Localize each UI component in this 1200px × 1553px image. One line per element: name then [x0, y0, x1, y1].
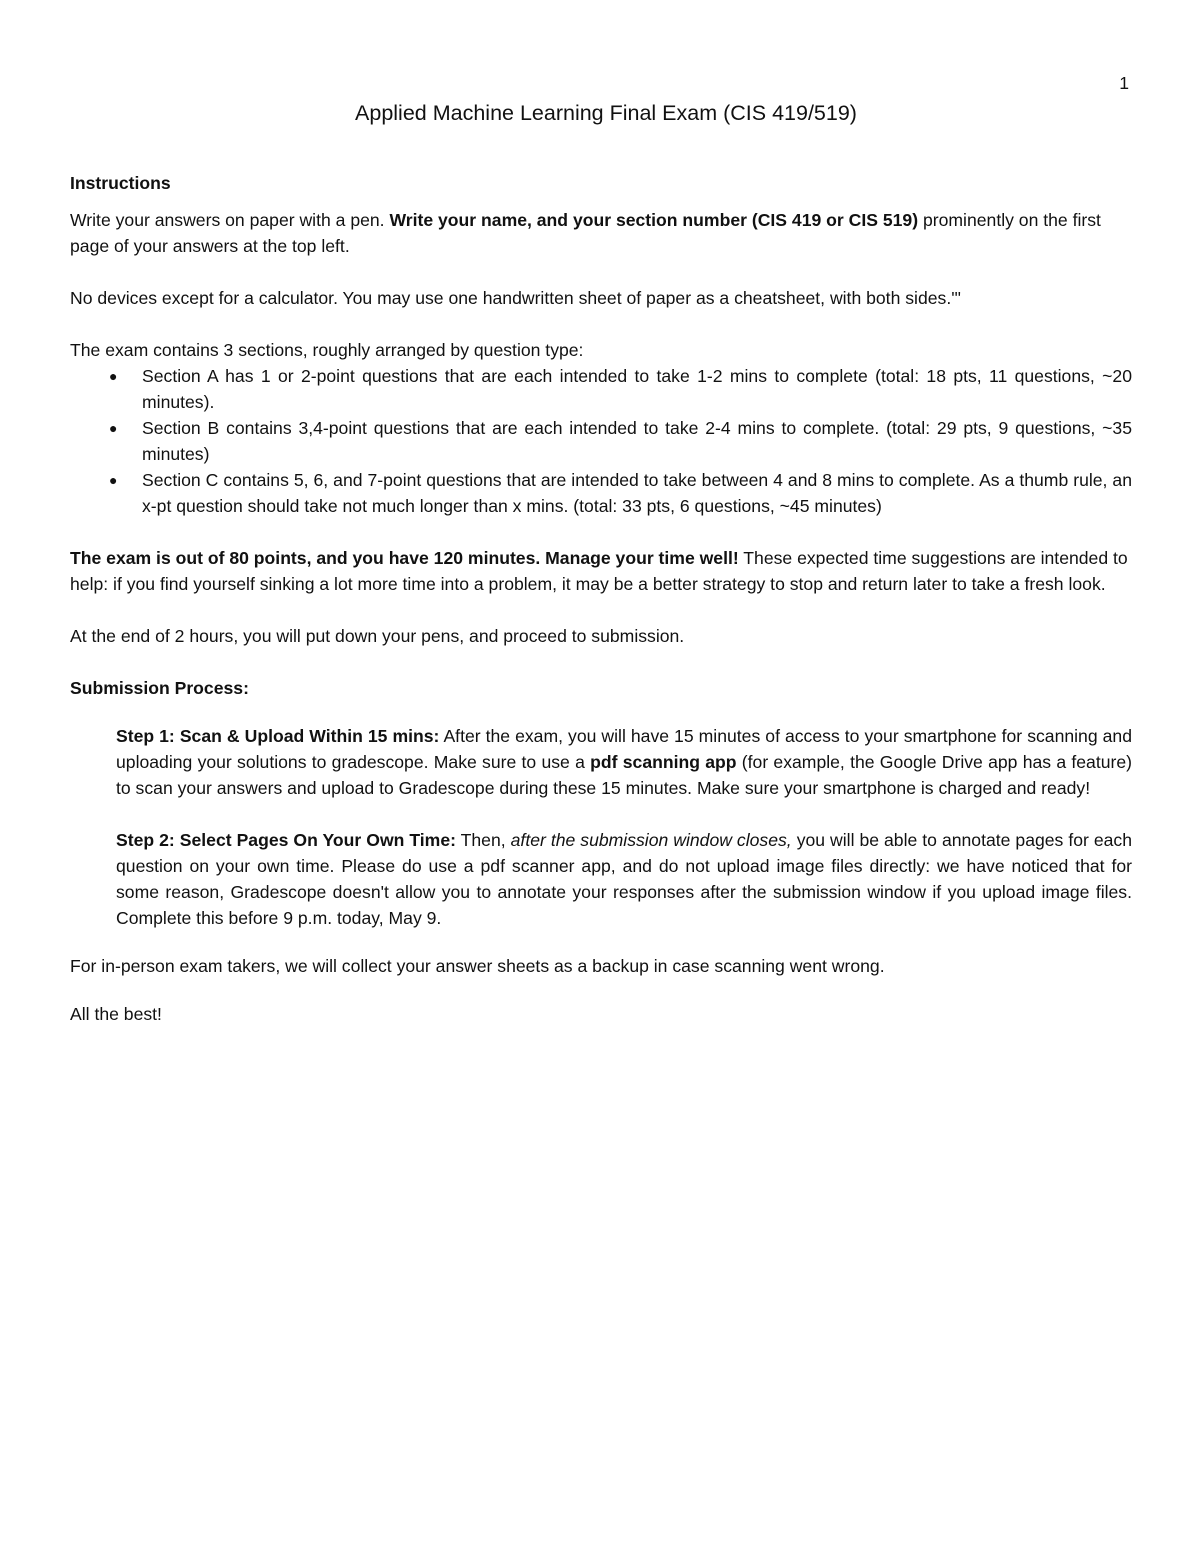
submission-step-2 [70, 827, 1132, 931]
bullet-icon: ● [109, 472, 118, 488]
page-number: 1 [1119, 73, 1129, 93]
bullet-icon: ● [109, 420, 118, 436]
document-body [70, 170, 1132, 1027]
backup-paragraph: For in-person exam takers, we will collect your answer sheets as a backup in case scanning went wrong. [70, 956, 885, 976]
instructions-p1-text-a: Write your answers on paper with a pen. [70, 210, 390, 230]
submission-heading: Submission Process: [70, 678, 249, 698]
step-1-text-b: (for example, the Google Drive app has a feature) to scan your answers and upload to Gradescope during these 15 minutes. Make sure your smartphone is charged and ready! [116, 752, 1133, 798]
instructions-p4-text: These expected time suggestions are intended to help: if you find yourself sinking a lot more time into a problem, it may be a better strategy to stop and return later to take a fresh look. [70, 548, 1128, 594]
instructions-paragraph-2: No devices except for a calculator. You may use one handwritten sheet of paper as a cheatsheet, with both sides.'" [70, 288, 961, 308]
instructions-paragraph-5: At the end of 2 hours, you will put down your pens, and proceed to submission. [70, 626, 685, 646]
instructions-p4-bold: The exam is out of 80 points, and you have 120 minutes. Manage your time well! [70, 548, 739, 568]
sections-list [70, 363, 1132, 519]
instructions-p1-text-c: prominently on the first page of your answers at the top left. [70, 210, 1101, 256]
step-1-text-a: After the exam, you will have 15 minutes of access to your smartphone for scanning and uploading your solutions to gradescope. Make sure to use a [116, 726, 1132, 772]
list-item-text: Section B contains 3,4-point questions that are each intended to take 2-4 mins to complete. (total: 29 pts, 9 questions, ~35 minutes) [142, 418, 1132, 464]
list-item [70, 467, 1132, 519]
step-1-bold: pdf scanning app [590, 752, 737, 772]
instructions-heading: Instructions [70, 173, 171, 193]
step-2-italic: after the submission window closes, [510, 830, 792, 850]
step-2-label: Step 2: Select Pages On Your Own Time: [116, 830, 456, 850]
instructions-paragraph-4 [70, 545, 1132, 597]
page-title: Applied Machine Learning Final Exam (CIS 419/519) [355, 101, 857, 125]
bullet-icon: ● [109, 368, 118, 384]
step-2-text-b: you will be able to annotate pages for each question on your own time. Please do use a pdf scanner app, and do not upload image files directly: we have noticed that for some reason, Gradescope doesn't allow you to annotate your responses after the submission window if you upload image files. Complete this before 9 p.m. today, May 9. [116, 830, 1133, 928]
instructions-paragraph-1 [70, 207, 1132, 259]
list-item [70, 415, 1132, 467]
list-item-text: Section C contains 5, 6, and 7-point questions that are intended to take between 4 and 8 mins to complete. As a thumb rule, an x-pt question should take not much longer than x mins. (total: 33 pts, 6 questions, ~45 minutes) [142, 470, 1132, 516]
instructions-p1-bold: Write your name, and your section number (CIS 419 or CIS 519) [389, 210, 919, 230]
list-item [70, 363, 1132, 415]
instructions-paragraph-3: The exam contains 3 sections, roughly arranged by question type: [70, 340, 584, 360]
step-2-text-a: Then, [455, 830, 511, 850]
submission-step-1 [70, 723, 1132, 801]
closing-line: All the best! [70, 1004, 162, 1024]
list-item-text: Section A has 1 or 2-point questions that are each intended to take 1-2 mins to complete (total: 18 pts, 11 questions, ~20 minutes). [142, 366, 1132, 412]
step-1-label: Step 1: Scan & Upload Within 15 mins: [116, 726, 440, 746]
